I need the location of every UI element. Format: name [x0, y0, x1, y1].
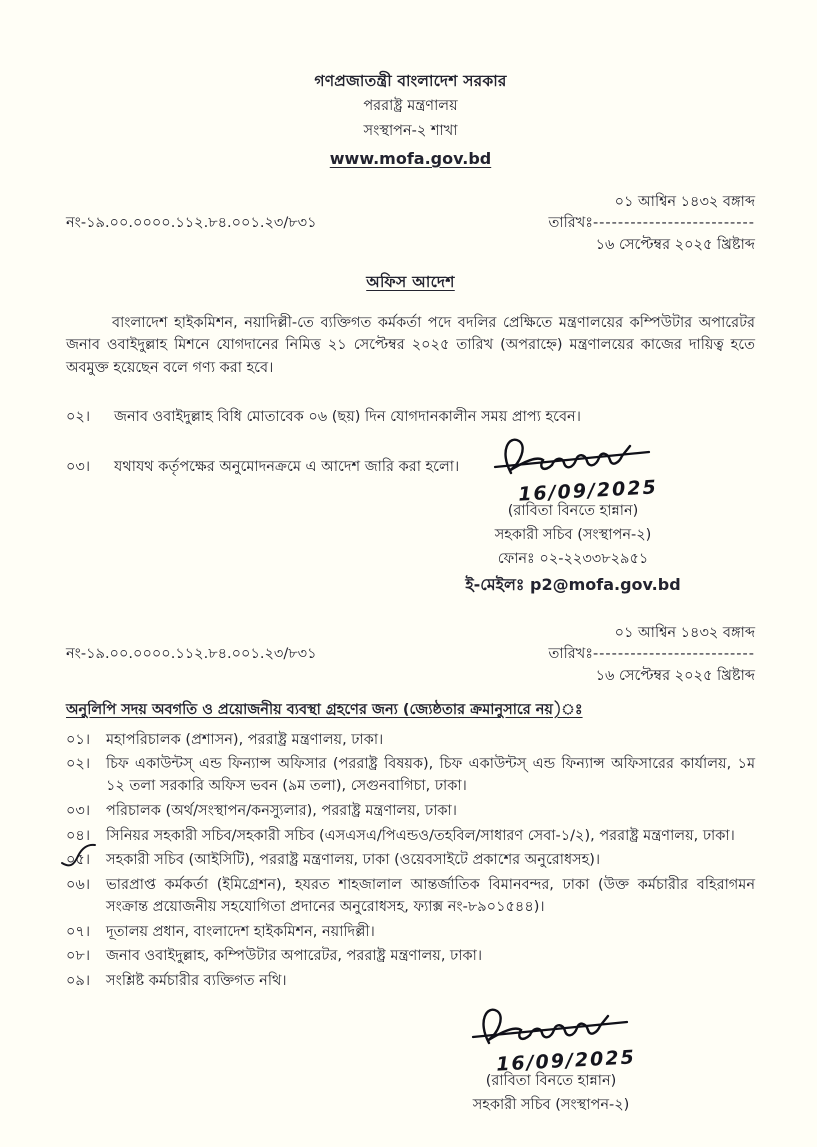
signatory-name-2: (রাবিতা বিনতে হান্নান) [485, 1073, 617, 1090]
section-name: সংস্থাপন-২ শাখা [363, 123, 458, 139]
date-dashes-1: -------------------------- [592, 215, 755, 232]
item-number: ০৯। [66, 973, 91, 990]
gregorian-date-1: ১৬ সেপ্টেম্বর ২০২৫ খ্রিষ্টাব্দ [595, 237, 755, 253]
bangla-date-2: ০১ আশ্বিন ১৪৩২ বঙ্গাব্দ [614, 624, 755, 641]
ministry-name: পররাষ্ট্র মন্ত্রণালয় [363, 98, 458, 115]
signature-block-2 [411, 999, 691, 1117]
signatory-designation-2: সহকারী সচিব (সংস্থাপন-২) [472, 1097, 630, 1114]
letterhead [66, 70, 755, 172]
date-block-2 [548, 623, 755, 688]
signatory-designation-1: সহকারী সচিব (সংস্থাপন-২) [494, 527, 652, 544]
item-text: ভারপ্রাপ্ত কর্মকর্তা (ইমিগ্রেশন), হযরত শাহজালাল আন্তর্জাতিক বিমানবন্দর, ঢাকা (উক্ত কর্মচারীর বহিরাগমন সংক্রান্ত প্রয়োজনীয় সহযোগিতা প্রদানের অনুরোধসহ, ফ্যাক্স নং-৮৯০১৫৪৪)। [106, 877, 755, 915]
item-text: সহকারী সচিব (আইসিটি), পররাষ্ট্র মন্ত্রণালয়, ঢাকা (ওয়েবসাইটে প্রকাশের অনুরোধসহ)। [106, 852, 601, 869]
distribution-heading: অনুলিপি সদয় অবগতি ও প্রয়োজনীয় ব্যবস্থা গ্রহণের জন্য (জ্যেষ্ঠতার ক্রমানুসারে নয়)ঃ [66, 701, 583, 718]
signature-block-1 [413, 429, 733, 597]
signatory-email: ই-মেইলঃ p2@mofa.gov.bd [465, 574, 681, 594]
reference-number-1: নং-১৯.০০.০০০০.১১২.৮৪.০০১.২৩/৮৩১ [66, 214, 317, 231]
item-text: দূতালয় প্রধান, বাংলাদেশ হাইকমিশন, নয়াদিল্লী। [106, 923, 375, 940]
item-number: ০৪। [66, 827, 91, 844]
signatory-name-1: (রাবিতা বিনতে হান্নান) [507, 503, 639, 520]
item-number: ০৬। [66, 877, 91, 894]
date-label-1: তারিখঃ [548, 215, 593, 232]
distribution-item [66, 971, 755, 993]
item-number: ০৮। [66, 948, 91, 965]
distribution-item [66, 946, 755, 968]
clause-row [66, 407, 755, 429]
item-number: ০১। [66, 731, 91, 748]
item-text: পরিচালক (অর্থ/সংস্থাপন/কনস্যুলার), পররাষ্ট্র মন্ত্রণালয়, ঢাকা। [106, 802, 457, 819]
government-name: গণপ্রজাতন্ত্রী বাংলাদেশ সরকার [314, 72, 507, 90]
item-text: যথাযথ কর্তৃপক্ষের অনুমোদনক্রমে এ আদেশ জারি করা হলো। [114, 459, 460, 476]
date-line-2 [548, 644, 755, 666]
distribution-list [66, 730, 755, 993]
item-text: জনাব ওবাইদুল্লাহ, কম্পিউটার অপারেটর, পররাষ্ট্র মন্ত্রণালয়, ঢাকা। [106, 948, 482, 965]
distribution-item [66, 730, 755, 752]
distribution-item [66, 922, 755, 944]
reference-number-2: নং-১৯.০০.০০০০.১১২.৮৪.০০১.২৩/৮৩১ [66, 645, 317, 662]
item-number: ০২। [66, 409, 91, 426]
date-dashes-2: -------------------------- [592, 646, 755, 663]
body-paragraph: বাংলাদেশ হাইকমিশন, নয়াদিল্লী-তে ব্যক্তিগত কর্মকর্তা পদে বদলির প্রেক্ষিতে মন্ত্রণালয়ের কম্পিউটার অপারেটর জনাব ওবাইদুল্লাহ মিশনে যোগদানের নিমিত্ত ২১ সেপ্টেম্বর ২০২৫ তারিখ (অপরাহ্নে) মন্ত্রণালয়ের কাজের দায়িত্ব হতে অবমুক্ত হয়েছেন বলে গণ্য করা হবে। [66, 315, 755, 376]
bangla-date-1: ০১ আশ্বিন ১৪৩২ বঙ্গাব্দ [614, 193, 755, 210]
item-text: সংশ্লিষ্ট কর্মচারীর ব্যক্তিগত নথি। [106, 973, 287, 990]
date-block-1 [548, 192, 755, 257]
signature-date-2: 16/09/2025 [495, 1046, 637, 1076]
item-text: চিফ একাউন্টস্ এন্ড ফিন্যান্স অফিসার (পররাষ্ট্র বিষয়ক), চিফ একাউন্টস্ এন্ড ফিন্যান্স অফিসারের কার্যালয়, ১ম ১২ তলা সরকারি অফিস ভবন (৯ম তলা), সেগুনবাগিচা, ঢাকা। [106, 756, 755, 795]
item-number: ০২। [66, 756, 91, 773]
item-number: ০৩। [66, 459, 91, 476]
item-number: ০৫। [66, 850, 106, 872]
handwritten-signature-icon [461, 999, 641, 1051]
distribution-item [66, 801, 755, 823]
document-title: অফিস আদেশ [366, 272, 455, 291]
website-url: www.mofa.gov.bd [329, 148, 492, 168]
distribution-item [66, 850, 755, 872]
memo-block-1 [66, 192, 755, 257]
signature-date-1: 16/09/2025 [517, 476, 659, 506]
distribution-item [66, 826, 755, 848]
date-label-2: তারিখঃ [548, 646, 593, 663]
distribution-item [66, 875, 755, 919]
memo-block-2 [66, 623, 755, 688]
item-text: সিনিয়র সহকারী সচিব/সহকারী সচিব (এসএসএ/পিএন্ডও/তহবিল/সাধারণ সেবা-১/২), পররাষ্ট্র মন্ত্রণালয়, ঢাকা। [106, 827, 735, 844]
item-text: জনাব ওবাইদুল্লাহ বিধি মোতাবেক ০৬ (ছয়) দিন যোগদানকালীন সময় প্রাপ্য হবেন। [114, 409, 581, 426]
gregorian-date-2: ১৬ সেপ্টেম্বর ২০২৫ খ্রিষ্টাব্দ [595, 668, 755, 685]
distribution-item [66, 754, 755, 798]
date-line-1 [548, 213, 755, 235]
item-number: ০৩। [66, 802, 91, 819]
signatory-phone: ফোনঃ ০২-২২৩৩৮২৯৫১ [497, 550, 649, 567]
item-number: ০৭। [66, 923, 91, 940]
item-text: মহাপরিচালক (প্রশাসন), পররাষ্ট্র মন্ত্রণালয়, ঢাকা। [106, 731, 384, 748]
